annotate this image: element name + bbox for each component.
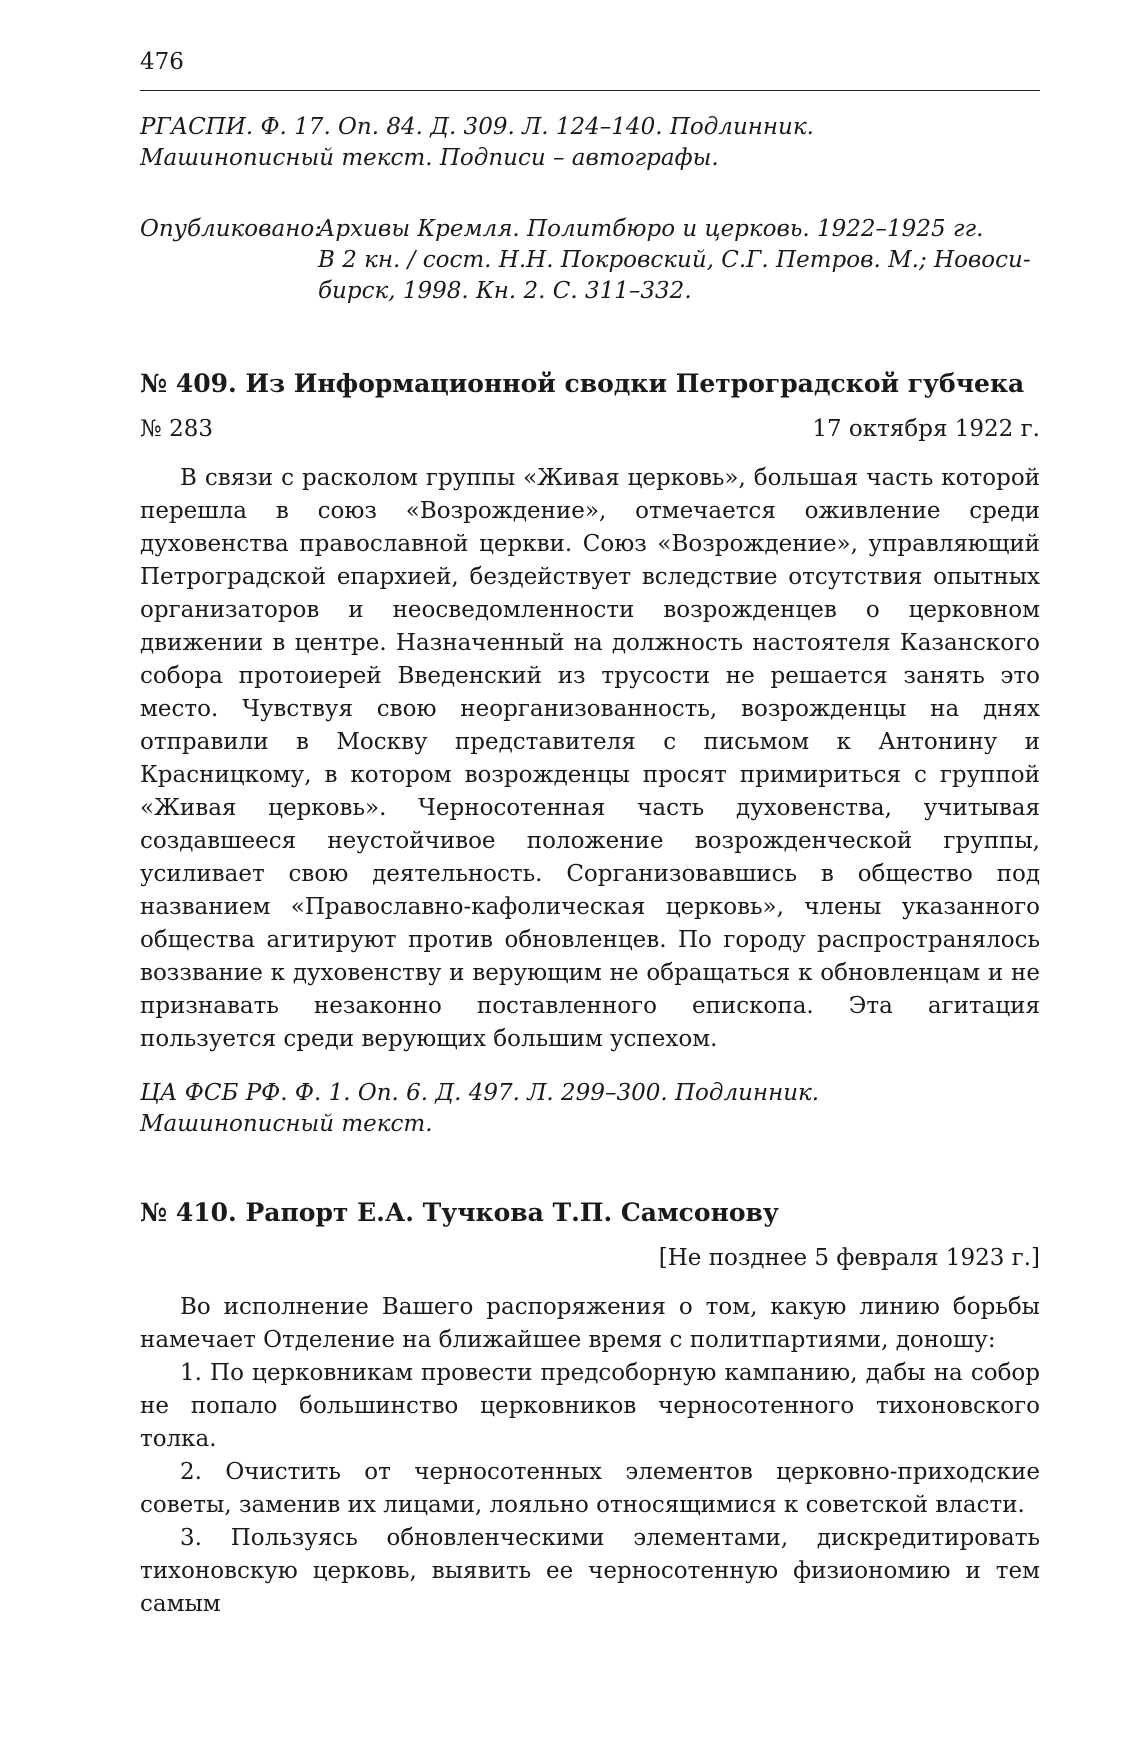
archive-reference-line: РГАСПИ. Ф. 17. Оп. 84. Д. 309. Л. 124–140. Подлинник.: [140, 114, 814, 140]
publication-line: [140, 214, 1040, 245]
archive-reference: [140, 112, 1040, 174]
publication-line: В 2 кн. / сост. Н.Н. Покровский, С.Г. Петров. М.; Новоси-: [318, 247, 1031, 273]
archive-reference-line: Машинописный текст.: [140, 1111, 433, 1137]
list-item: 3. Пользуясь обновленческими элементами, дискредитировать тихоновскую церковь, выявить ее черносотенную физиономию и тем самым: [140, 1525, 1040, 1617]
list-item: 2. Очистить от черносотенных элементов церковно-приходские советы, заменив их лицами, лояльно относящимися к советской власти.: [140, 1459, 1040, 1518]
document-body: [140, 462, 1040, 1056]
document-body: [140, 1291, 1040, 1621]
publication-note: [140, 214, 1040, 307]
document-number: № 283: [140, 416, 213, 442]
archive-reference-line: Машинописный текст. Подписи – автографы.: [140, 145, 719, 171]
publication-line: бирск, 1998. Кн. 2. С. 311–332.: [318, 278, 692, 304]
archive-reference-line: ЦА ФСБ РФ. Ф. 1. Оп. 6. Д. 497. Л. 299–300. Подлинник.: [140, 1080, 820, 1106]
document-meta: [140, 414, 1040, 445]
document-title: № 409. Из Информационной сводки Петроградской губчека: [140, 369, 1025, 398]
document-date: [Не позднее 5 февраля 1923 г.]: [658, 1245, 1040, 1271]
document-title: № 410. Рапорт Е.А. Тучкова Т.П. Самсонову: [140, 1198, 779, 1227]
publication-label: Опубликовано:: [140, 216, 322, 242]
document-date: 17 октября 1922 г.: [812, 416, 1040, 442]
publication-text: Архивы Кремля. Политбюро и церковь. 1922–1925 гг.: [318, 216, 984, 242]
paragraph: Во исполнение Вашего распоряжения о том, какую линию борьбы намечает Отделение на ближайшее время с политпартиями, доношу:: [140, 1294, 1040, 1353]
page-number: 476: [140, 49, 184, 75]
list-item: 1. По церковникам провести предсоборную кампанию, дабы на собор не попало большинство церковников черносотенного тихоновского толка.: [140, 1360, 1040, 1452]
archive-reference: [140, 1078, 1040, 1140]
paragraph: В связи с расколом группы «Живая церковь», большая часть которой перешла в союз «Возрождение», отмечается оживление среди духовенства православной церкви. Союз «Возрождение», управляющий Петроградской епархией, бездействует вследствие отсутствия опытных организаторов и неосведомленности возрожденцев о церковном движении в центре. Назначенный на должность настоятеля Казанского собора протоиерей Введенский из трусости не решается занять это место. Чувствуя свою неорганизованность, возрожденцы на днях отправили в Москву представителя с письмом к Антонину и Красницкому, в котором возрожденцы просят примириться с группой «Живая церковь». Черносотенная часть духовенства, учитывая создавшееся неустойчивое положение возрожденческой группы, усиливает свою деятельность. Сорганизовавшись в общество под названием «Православно-кафолическая церковь», члены указанного общества агитируют против обновленцев. По городу распространялось воззвание к духовенству и верующим не обращаться к обновленцам и не признавать незаконно поставленного епископа. Эта агитация пользуется среди верующих большим успехом.: [140, 465, 1040, 1052]
header-rule: [140, 90, 1040, 91]
